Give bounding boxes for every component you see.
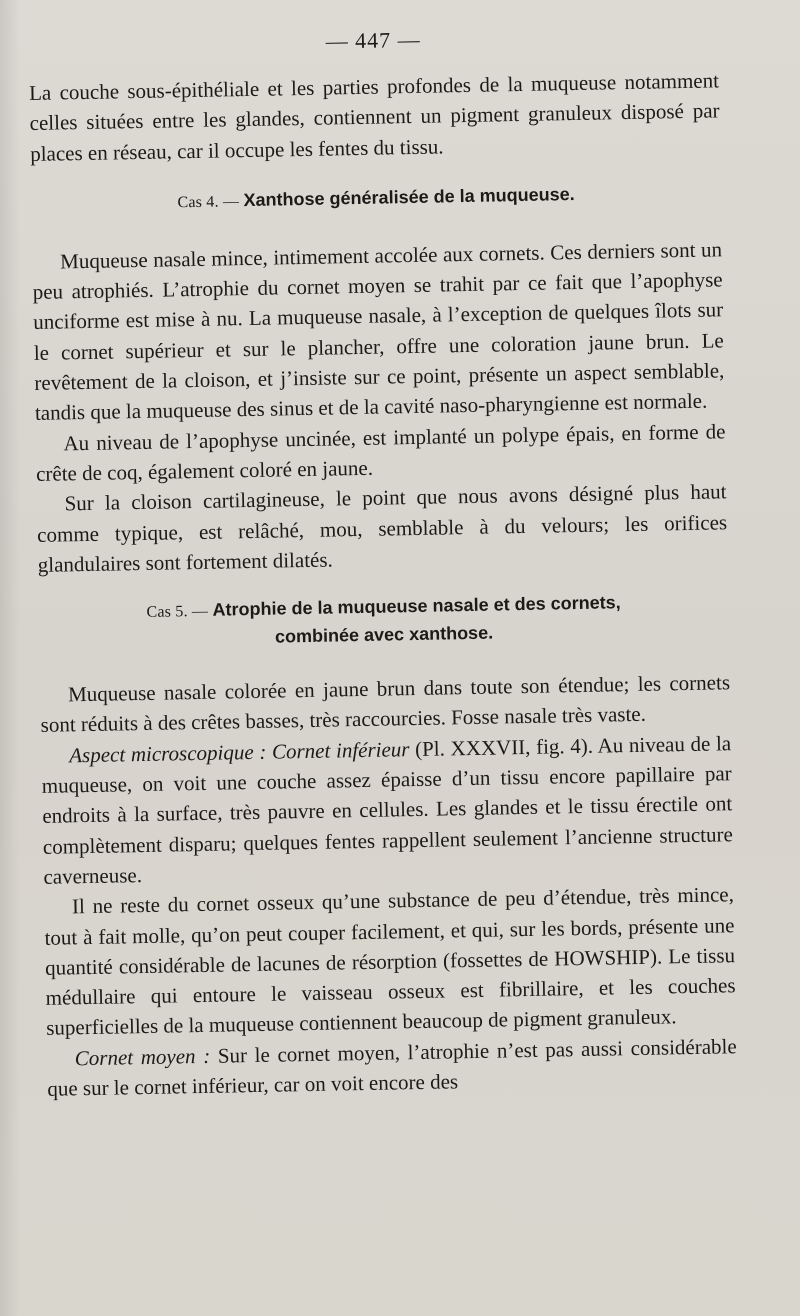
paragraph-6-italic-lead: Aspect microscopique : Cornet inférieur [69,736,410,768]
paragraph-3: Au niveau de l’apophyse uncinée, est implanté un polype épais, en forme de crête de coq, également coloré en jaune. [35,418,726,486]
paragraph-6-text: (Pl. XXXVII, fig. 4). Au niveau de la muqueuse, on voit une couche assez épaisse d’un tissu encore papillaire par endroits à la surface, très pauvre en cellules. Les glandes et le tissu érectile ont complètement disparu; quelques fentes rappellent seulement l’ancienne structure caverneuse. [41,730,733,889]
paragraph-7: Il ne reste du cornet osseux qu’une substance de peu d’étendue, très mince, tout à fait molle, qu’on peut couper facilement, et qui, sur les bords, présente une quantité considérable de lacunes de résorption (fossettes de HOWSHIP). Le tissu médullaire qui entoure le vaisseau osseux est fibrillaire, et les couches superficielles de la muqueuse contiennent beaucoup de pigment granuleux. [44,882,736,1041]
case-5-heading-line-1: Atrophie de la muqueuse nasale et des cornets, [212,592,621,620]
case-5-heading-line-2: combinée avec xanthose. [274,622,494,647]
case-4-heading: Xanthose généralisée de la muqueuse. [243,183,575,210]
paragraph-8 [47,1031,738,1104]
page-text-block [28,21,737,1104]
paragraph-6 [41,728,734,892]
paragraph-2: Muqueuse nasale mince, intimement accolée aux cornets. Ces derniers sont un peu atrophiés. L’atrophie du cornet moyen se trahit par ce fait que l’apophyse unciforme est mise à nu. La muqueuse nasale, à l’exception de quelques îlots sur le cornet supérieur et sur le plancher, offre une coloration jaune brun. Le revêtement de la cloison, et j’insiste sur ce point, présente un aspect semblable, tandis que la muqueuse des sinus et de la cavité naso-pharyngienne est normale. [32,237,725,426]
case-5-title [38,587,729,654]
paragraph-5: Muqueuse nasale colorée en jaune brun dans toute son étendue; les cornets sont réduits à des crêtes basses, très raccourcies. Fosse nasale très vaste. [40,670,731,738]
paragraph-8-text: Sur le cornet moyen, l’atrophie n’est pas aussi considérable que sur le cornet inférieur, car on voit encore des [47,1033,737,1101]
paragraph-4: Sur la cloison cartilagineuse, le point que nous avons désigné plus haut comme typique, est relâché, mou, semblable à du velours; les orifices glandulaires sont fortement dilatés. [36,479,728,577]
paragraph-1: La couche sous-épithéliale et les parties profondes de la muqueuse notamment celles situées entre les glandes, contiennent un pigment granuleux disposé par places en réseau, car il occupe les fentes du tissu. [28,68,720,166]
case-4-title [31,178,721,219]
paragraph-8-italic-lead: Cornet moyen : [74,1043,211,1071]
case-5-label: Cas 5. — [146,602,209,622]
case-4-label: Cas 4. — [177,193,240,212]
page-number: — 447 — [325,26,421,54]
